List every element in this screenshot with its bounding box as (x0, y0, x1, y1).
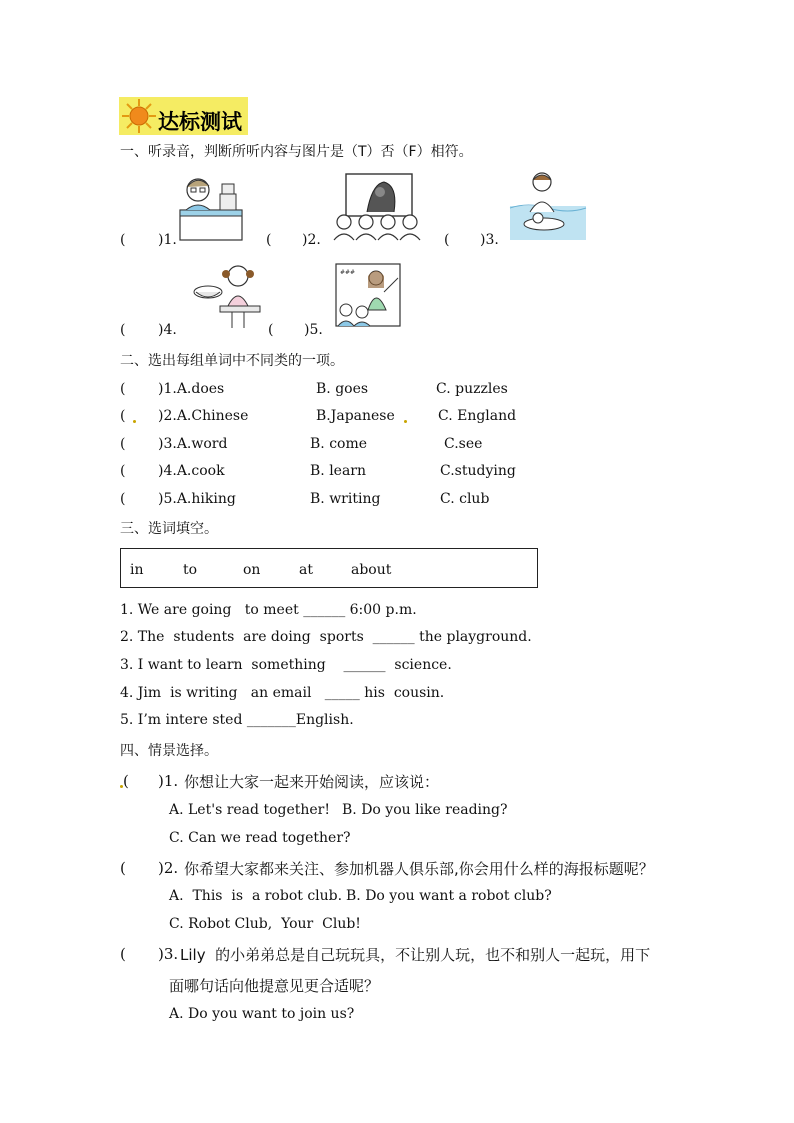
s2-row1-b: B. goes (316, 381, 369, 397)
s2-row4-paren: ( (120, 463, 126, 479)
q3-paren: ( (120, 945, 126, 963)
s2-row5-a: )5.A.hiking (158, 491, 236, 507)
decorative-dot (133, 420, 136, 423)
q3-option-a: A. Do you want to join us? (169, 1006, 355, 1022)
word-bank-item: about (351, 562, 392, 578)
section1-heading: 一、听录音，判断所听内容与图片是（T）否（F）相符。 (120, 144, 473, 160)
fill-blank-sentence: 1. We are going to meet ______ 6:00 p.m. (120, 602, 417, 618)
s2-row2-b: B.Japanese (316, 408, 395, 424)
q2-paren: ( (120, 859, 126, 877)
word-bank-item: to (183, 562, 198, 578)
section4-heading: 四、情景选择。 (120, 743, 218, 759)
page-title: 达标测试 (158, 110, 242, 134)
item3-number: )3. (480, 232, 499, 248)
s2-row2-a: )2.A.Chinese (158, 408, 249, 424)
picture-swimming (508, 168, 588, 242)
picture-teacher-class (334, 262, 402, 330)
q1-option-a: A. Let's read together! (169, 802, 330, 818)
s2-row3-b: B. come (310, 436, 368, 452)
fill-blank-sentence: 4. Jim is writing an email _____ his cousin. (120, 685, 445, 701)
q1-option-b: B. Do you like reading? (342, 802, 508, 818)
svg-text:###: ### (340, 269, 356, 276)
q3-number: )3. (158, 945, 179, 963)
fill-blank-sentence: 3. I want to learn something ______ science. (120, 657, 452, 673)
item3-paren: ( (444, 232, 450, 248)
s2-row3-a: )3.A.word (158, 436, 228, 452)
s2-row2-paren: ( (120, 408, 126, 424)
picture-boy-robot (178, 172, 246, 244)
q2-number: )2. (158, 859, 179, 877)
item2-number: )2. (302, 232, 321, 248)
s2-row5-paren: ( (120, 491, 126, 507)
q2-option-c: C. Robot Club, Your Club! (169, 916, 361, 932)
picture-movie-audience (332, 172, 432, 242)
section2-heading: 二、选出每组单词中不同类的一项。 (120, 353, 344, 369)
word-bank-item: at (299, 562, 313, 578)
word-bank-item: on (243, 562, 261, 578)
decorative-dot (404, 420, 407, 423)
s2-row4-a: )4.A.cook (158, 463, 225, 479)
s2-row1-paren: ( (120, 381, 126, 397)
q2-option-b: B. Do you want a robot club? (346, 888, 552, 904)
picture-girl-cooking (190, 262, 262, 330)
item5-number: )5. (304, 322, 323, 338)
q1-option-c: C. Can we read together? (169, 830, 351, 846)
s2-row5-c: C. club (440, 491, 490, 507)
q1-paren: ( (123, 772, 129, 790)
item5-paren: ( (268, 322, 274, 338)
sun-icon (121, 98, 157, 134)
s2-row1-a: )1.A.does (158, 381, 225, 397)
q1-stem: 你想让大家一起来开始阅读，应该说： (184, 773, 440, 791)
s2-row2-c: C. England (438, 408, 517, 424)
s2-row4-b: B. learn (310, 463, 367, 479)
s2-row1-c: C. puzzles (436, 381, 508, 397)
word-bank-item: in (130, 562, 144, 578)
section3-heading: 三、选词填空。 (120, 521, 218, 537)
s2-row5-b: B. writing (310, 491, 381, 507)
q3-stem-line1: Lily 的小弟弟总是自己玩玩具，不让别人玩，也不和别人一起玩，用下 (180, 946, 651, 964)
item4-paren: ( (120, 322, 126, 338)
s2-row3-c: C.see (444, 436, 483, 452)
s2-row3-paren: ( (120, 436, 126, 452)
item4-number: )4. (158, 322, 177, 338)
item2-paren: ( (266, 232, 272, 248)
item1-paren: ( (120, 232, 126, 248)
fill-blank-sentence: 2. The students are doing sports ______ the playground. (120, 629, 532, 645)
fill-blank-sentence: 5. I’m intere sted _______English. (120, 712, 354, 728)
item1-number: )1. (158, 232, 177, 248)
q2-stem: 你希望大家都来关注、参加机器人俱乐部,你会用什么样的海报标题呢？ (184, 860, 654, 878)
q2-option-a: A. This is a robot club. (169, 888, 343, 904)
s2-row4-c: C.studying (440, 463, 516, 479)
q3-stem-line2: 面哪句话向他提意见更合适呢？ (169, 977, 380, 995)
q1-number: )1. (158, 772, 179, 790)
